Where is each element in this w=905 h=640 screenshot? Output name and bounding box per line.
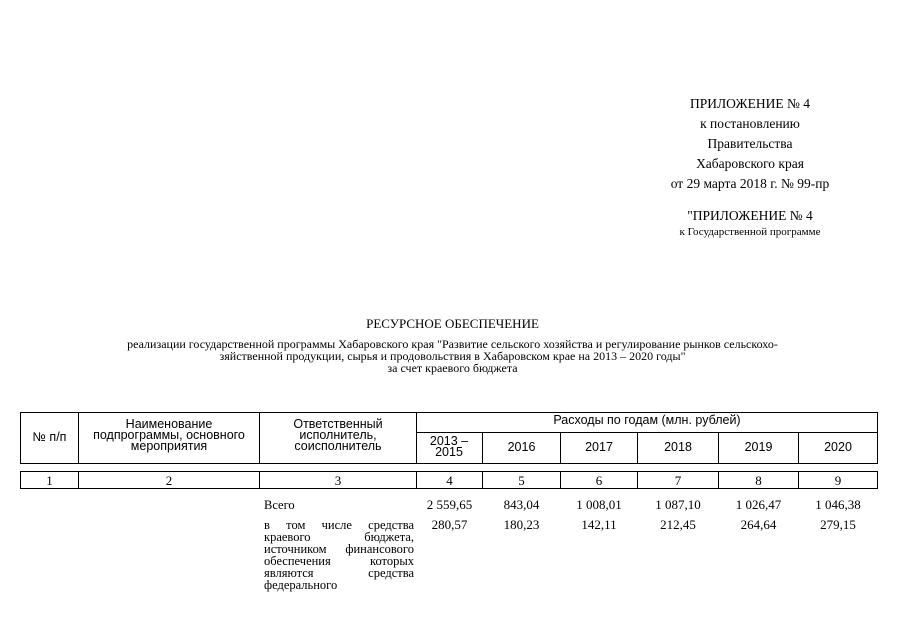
header-year: 2016	[507, 440, 536, 454]
subtitle-line: зяйственной продукции, сырья и продовольствия в Хабаровском крае на 2013 – 2020 годы"	[219, 349, 686, 363]
column-number: 4	[446, 473, 453, 488]
row-value: 1 008,01	[576, 497, 622, 512]
appendix-program-title: "ПРИЛОЖЕНИЕ № 4	[687, 208, 813, 223]
row-label: Всего	[264, 498, 295, 512]
appendix-line: от 29 марта 2018 г. № 99-пр	[670, 176, 830, 191]
header-num: № п/п	[32, 430, 67, 444]
header-year: 2013 – 2015	[429, 434, 469, 459]
appendix-program-block	[600, 206, 900, 238]
header-year: 2020	[824, 440, 852, 454]
row-value: 843,04	[503, 497, 540, 512]
appendix-line: к постановлению	[700, 116, 800, 131]
header-year: 2019	[744, 440, 773, 454]
header-year: 2017	[585, 440, 613, 454]
row-value: 279,15	[820, 517, 856, 532]
column-number: 1	[46, 473, 53, 488]
appendix-line: Хабаровского края	[696, 156, 804, 171]
row-value: 1 087,10	[655, 497, 701, 512]
column-number: 7	[674, 473, 682, 488]
row-value: 142,11	[581, 517, 617, 532]
row-value: 180,23	[503, 517, 540, 532]
appendix-block	[600, 94, 900, 238]
column-number: 3	[334, 473, 342, 488]
column-number: 9	[834, 473, 842, 488]
document-title: РЕСУРСНОЕ ОБЕСПЕЧЕНИЕ	[366, 316, 539, 331]
header-expenses: Расходы по годам (млн. рублей)	[553, 413, 741, 427]
header-name: Наименование подпрограммы, основного мероприятия	[93, 417, 245, 453]
appendix-line: Правительства	[707, 136, 793, 151]
appendix-line: ПРИЛОЖЕНИЕ № 4	[689, 96, 811, 111]
row-value: 264,64	[740, 517, 777, 532]
subtitle-line: за счет краевого бюджета	[387, 361, 518, 375]
column-number: 8	[755, 473, 762, 488]
row-value: 1 026,47	[735, 497, 782, 512]
header-year: 2018	[664, 440, 692, 454]
row-label: в том числе средства краевого бюджета, источником финансового обеспечения которых являются средства федерального	[264, 518, 414, 592]
row-value: 280,57	[431, 517, 468, 532]
header-executor: Ответственный исполнитель, соисполнитель	[293, 417, 383, 453]
row-value: 2 559,65	[426, 497, 473, 512]
row-value: 1 046,38	[815, 497, 861, 512]
column-number: 2	[165, 473, 173, 488]
appendix-program-line: к Государственной программе	[679, 226, 821, 238]
subtitle-line: реализации государственной программы Хабаровского края "Развитие сельского хозяйства и регулирование рынков сельскохо-	[127, 337, 778, 351]
document-subtitle	[20, 338, 885, 374]
row-value: 212,45	[660, 517, 696, 532]
column-number: 5	[518, 473, 525, 488]
column-number: 6	[595, 473, 603, 488]
